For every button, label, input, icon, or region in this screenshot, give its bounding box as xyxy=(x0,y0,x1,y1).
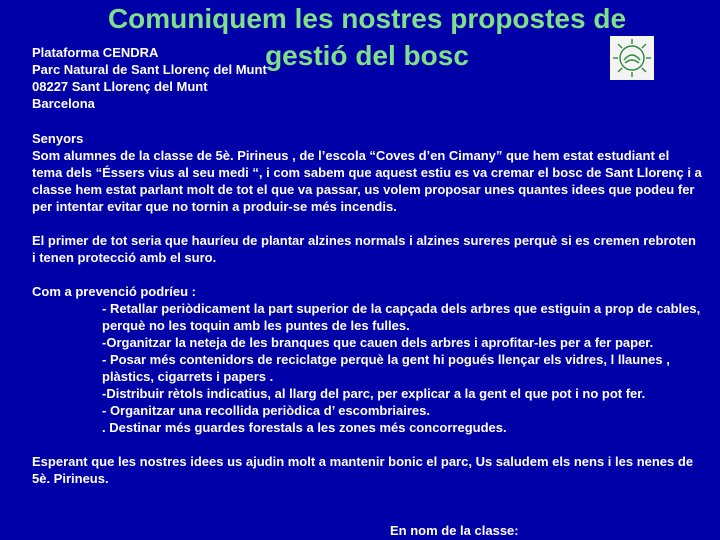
paragraph-intro: Som alumnes de la classe de 5è. Pirineus , de l’escola “Coves d’en Cimany” que hem estat estudiant el tema dels “Éssers vius al seu medi “, i com sabem que aquest estiu es va cremar el bosc de Sant Llorenç i a classe hem estat parlant molt de tot el que va passar, us volem proposar unes quantes idees que podeu fer per intentar evitar que no tornin a produir-se més incendis. xyxy=(32,148,702,214)
greeting: Senyors xyxy=(32,131,84,146)
list-item: - Retallar periòdicament la part superior de la capçada dels arbres que estiguin a prop de cables, perquè no les toquin amb les puntes de les fulles. xyxy=(102,301,701,333)
paragraph-closing: Esperant que les nostres idees us ajudin molt a mantenir bonic el parc, Us saludem els nens i les nenes de 5è. Pirineus. xyxy=(32,454,694,486)
list-item: - Posar més contenidors de reciclatge perquè la gent hi pogués llençar els vidres, l llaunes , plàstics, cigarrets i papers . xyxy=(102,352,670,384)
list-item: - Organitzar una recollida periòdica d’ escombriaires. xyxy=(102,403,430,418)
paragraph-proposal: El primer de tot seria que hauríeu de plantar alzines normals i alzines sureres perquè si es cremen rebroten i tenen protecció amb el suro. xyxy=(32,233,696,265)
address-line: Parc Natural de Sant Llorenç del Munt xyxy=(32,62,267,77)
address-line: 08227 Sant Llorenç del Munt xyxy=(32,79,208,94)
school-logo-icon xyxy=(610,36,654,80)
address-line: Plataforma CENDRA xyxy=(32,45,159,60)
document-title-line-2: gestió del bosc xyxy=(265,40,469,71)
address-block xyxy=(32,44,267,112)
list-item: . Destinar més guardes forestals a les zones més concorregudes. xyxy=(102,420,507,435)
letter-body xyxy=(32,130,702,487)
list-item: -Organitzar la neteja de les branques que cauen dels arbres i aprofitar-les per a fer paper. xyxy=(102,335,654,350)
prevention-heading: Com a prevenció podríeu : xyxy=(32,284,196,299)
list-item: -Distribuir rètols indicatius, al llarg del parc, per explicar a la gent el que pot i no pot fer. xyxy=(102,386,646,401)
document-title-line-1: Comuniquem les nostres propostes de xyxy=(107,3,627,34)
signoff: En nom de la classe: xyxy=(390,523,519,538)
address-line: Barcelona xyxy=(32,96,95,111)
